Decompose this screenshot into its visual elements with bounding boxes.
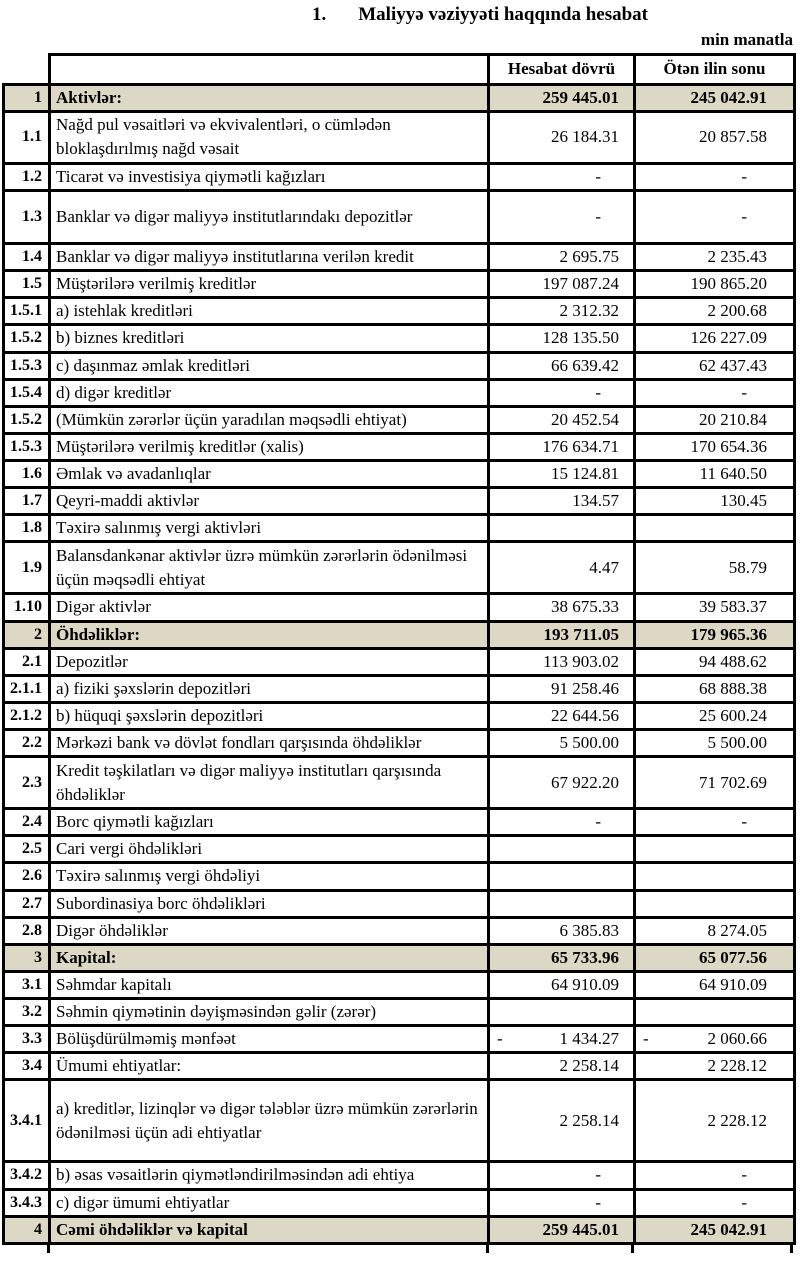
- table-row: [4, 809, 795, 836]
- row-number: 2.1.1: [4, 675, 50, 702]
- value-previous: 64 910.09: [635, 971, 795, 998]
- row-label: Müştərilərə verilmiş kreditlər (xalis): [50, 433, 489, 460]
- table-row: [4, 163, 795, 190]
- table-row: [4, 890, 795, 917]
- value-previous: 20 210.84: [635, 406, 795, 433]
- value-current: 64 910.09: [489, 971, 635, 998]
- row-number: 3.3: [4, 1026, 50, 1053]
- table-row: [4, 730, 795, 757]
- value-current: 193 711.05: [489, 621, 635, 648]
- value-current: -: [489, 191, 635, 244]
- row-number: 1.5.4: [4, 379, 50, 406]
- row-label: Mərkəzi bank və dövlət fondları qarşısında öhdəliklər: [50, 730, 489, 757]
- value-previous: 245 042.91: [635, 1216, 795, 1243]
- financial-position-table: [2, 53, 796, 1245]
- value-current: 197 087.24: [489, 271, 635, 298]
- value-previous: 65 077.56: [635, 944, 795, 971]
- value-current: [489, 1026, 635, 1053]
- value-current: 20 452.54: [489, 406, 635, 433]
- scan-border-stubs: [2, 1245, 800, 1254]
- row-label: Banklar və digər maliyyə institutlarındakı depozitlər: [50, 191, 489, 244]
- value-previous: -: [635, 379, 795, 406]
- value-previous: 8 274.05: [635, 917, 795, 944]
- page-title: [312, 4, 648, 27]
- row-label: Qeyri-maddi aktivlər: [50, 488, 489, 515]
- value-current: 128 135.50: [489, 325, 635, 352]
- value-current: 259 445.01: [489, 84, 635, 111]
- value-current: 176 634.71: [489, 433, 635, 460]
- row-number: 1.3: [4, 191, 50, 244]
- table-row: [4, 999, 795, 1026]
- value-current: -: [489, 379, 635, 406]
- value-current: -: [489, 809, 635, 836]
- value-current: 38 675.33: [489, 594, 635, 621]
- value-previous: 126 227.09: [635, 325, 795, 352]
- value-previous: -: [635, 1189, 795, 1216]
- table-row-section: [4, 1216, 795, 1243]
- value-current: [489, 836, 635, 863]
- row-label: Cəmi öhdəliklər və kapital: [50, 1216, 489, 1243]
- row-number: 2.2: [4, 730, 50, 757]
- value-previous: [635, 515, 795, 542]
- value-previous: 62 437.43: [635, 352, 795, 379]
- value-previous: 190 865.20: [635, 271, 795, 298]
- table-row: [4, 1053, 795, 1080]
- value-previous: -: [635, 191, 795, 244]
- row-label: Cari vergi öhdəlikləri: [50, 836, 489, 863]
- row-label: Müştərilərə verilmiş kreditlər: [50, 271, 489, 298]
- row-number: 3.4: [4, 1053, 50, 1080]
- table-row-section: [4, 944, 795, 971]
- value-current: -: [489, 163, 635, 190]
- row-number: 2: [4, 621, 50, 648]
- value-current: [489, 515, 635, 542]
- value-previous: 25 600.24: [635, 702, 795, 729]
- value-current: 66 639.42: [489, 352, 635, 379]
- value-previous: [635, 1026, 795, 1053]
- row-label: Ümumi ehtiyatlar:: [50, 1053, 489, 1080]
- table-row: [4, 542, 795, 594]
- row-label: (Mümkün zərərlər üçün yaradılan məqsədli ehtiyat): [50, 406, 489, 433]
- table-row: [4, 433, 795, 460]
- value-current: [489, 890, 635, 917]
- table-row: [4, 244, 795, 271]
- value-previous: 130.45: [635, 488, 795, 515]
- row-number: 2.1: [4, 648, 50, 675]
- border-stub: [790, 1245, 793, 1253]
- row-label: Kredit təşkilatları və digər maliyyə institutları qarşısında öhdəliklər: [50, 757, 489, 809]
- table-row: [4, 917, 795, 944]
- border-stub: [631, 1245, 634, 1253]
- table-row: [4, 325, 795, 352]
- table-row: [4, 488, 795, 515]
- value-previous: 2 235.43: [635, 244, 795, 271]
- header-row: [4, 54, 795, 84]
- minus-sign: -: [643, 1029, 649, 1049]
- unit-note: min manatla: [700, 29, 793, 49]
- value-current: 22 644.56: [489, 702, 635, 729]
- value-previous: 170 654.36: [635, 433, 795, 460]
- value-current: 15 124.81: [489, 461, 635, 488]
- row-number: 2.7: [4, 890, 50, 917]
- table-row: [4, 675, 795, 702]
- table-row: [4, 702, 795, 729]
- row-label: a) fiziki şəxslərin depozitləri: [50, 675, 489, 702]
- row-number: 3.4.3: [4, 1189, 50, 1216]
- value-previous: 2 200.68: [635, 298, 795, 325]
- table-row: [4, 757, 795, 809]
- value-current: 6 385.83: [489, 917, 635, 944]
- row-number: 1.8: [4, 515, 50, 542]
- value-current: 5 500.00: [489, 730, 635, 757]
- value-previous: 68 888.38: [635, 675, 795, 702]
- title-text: Maliyyə vəziyyəti haqqında hesabat: [358, 4, 648, 25]
- row-label: Təxirə salınmış vergi öhdəliyi: [50, 863, 489, 890]
- table-row: [4, 594, 795, 621]
- row-number: 4: [4, 1216, 50, 1243]
- table-row: [4, 1026, 795, 1053]
- value-current: 65 733.96: [489, 944, 635, 971]
- row-number: 3.2: [4, 999, 50, 1026]
- row-label: Digər öhdəliklər: [50, 917, 489, 944]
- negative-amount: 1 434.27: [559, 1029, 619, 1049]
- row-label: Aktivlər:: [50, 84, 489, 111]
- value-previous: 2 228.12: [635, 1053, 795, 1080]
- value-current: 2 258.14: [489, 1053, 635, 1080]
- row-number: 1.4: [4, 244, 50, 271]
- value-previous: [635, 890, 795, 917]
- row-label: Banklar və digər maliyyə institutlarına verilən kredit: [50, 244, 489, 271]
- value-current: 67 922.20: [489, 757, 635, 809]
- row-label: Təxirə salınmış vergi aktivləri: [50, 515, 489, 542]
- table-row: [4, 648, 795, 675]
- table-row: [4, 1162, 795, 1189]
- value-previous: [635, 863, 795, 890]
- row-number: 1.5.2: [4, 406, 50, 433]
- row-label: Digər aktivlər: [50, 594, 489, 621]
- table-row: [4, 836, 795, 863]
- value-previous: 5 500.00: [635, 730, 795, 757]
- table-row: [4, 461, 795, 488]
- column-header-period: Hesabat dövrü: [489, 54, 635, 84]
- row-number: 1.5.2: [4, 325, 50, 352]
- description-header-cell: [50, 54, 489, 84]
- row-number: 1.5.1: [4, 298, 50, 325]
- table-row: [4, 1189, 795, 1216]
- value-previous: 58.79: [635, 542, 795, 594]
- row-number: 2.8: [4, 917, 50, 944]
- value-previous: 11 640.50: [635, 461, 795, 488]
- row-number: 1.7: [4, 488, 50, 515]
- border-stub: [486, 1245, 489, 1253]
- title-number: 1.: [311, 4, 327, 25]
- row-label: a) istehlak kreditləri: [50, 298, 489, 325]
- row-number: 2.1.2: [4, 702, 50, 729]
- row-number: 1.6: [4, 461, 50, 488]
- value-previous: 71 702.69: [635, 757, 795, 809]
- row-number: 1.2: [4, 163, 50, 190]
- negative-amount: 2 060.66: [707, 1029, 767, 1049]
- row-label: Bölüşdürülməmiş mənfəət: [50, 1026, 489, 1053]
- value-previous: 20 857.58: [635, 111, 795, 163]
- row-label: Əmlak və avadanlıqlar: [50, 461, 489, 488]
- row-label: Borc qiymətli kağızları: [50, 809, 489, 836]
- row-number: 1.9: [4, 542, 50, 594]
- table-row: [4, 406, 795, 433]
- table-row: [4, 515, 795, 542]
- value-current: [489, 999, 635, 1026]
- row-label: d) digər kreditlər: [50, 379, 489, 406]
- row-number: 1.5.3: [4, 352, 50, 379]
- row-label: Öhdəliklər:: [50, 621, 489, 648]
- row-number: 3: [4, 944, 50, 971]
- value-previous: 245 042.91: [635, 84, 795, 111]
- corner-cell: [4, 54, 50, 84]
- value-current: -: [489, 1189, 635, 1216]
- row-label: Kapital:: [50, 944, 489, 971]
- table-row: [4, 863, 795, 890]
- value-current: 4.47: [489, 542, 635, 594]
- value-current: 2 695.75: [489, 244, 635, 271]
- value-current: 259 445.01: [489, 1216, 635, 1243]
- table-row: [4, 298, 795, 325]
- table-row: [4, 191, 795, 244]
- value-previous: -: [635, 1162, 795, 1189]
- value-previous: -: [635, 809, 795, 836]
- table-row-section: [4, 84, 795, 111]
- row-number: 1.10: [4, 594, 50, 621]
- value-previous: 94 488.62: [635, 648, 795, 675]
- row-label: a) kreditlər, lizinqlər və digər tələblər üzrə mümkün zərərlərin ödənilməsi üçün adi ehtiyatlar: [50, 1080, 489, 1162]
- row-label: c) daşınmaz əmlak kreditləri: [50, 352, 489, 379]
- table-row: [4, 352, 795, 379]
- row-number: 1: [4, 84, 50, 111]
- row-number: 1.5: [4, 271, 50, 298]
- table-row: [4, 379, 795, 406]
- row-number: 2.4: [4, 809, 50, 836]
- row-number: 2.3: [4, 757, 50, 809]
- value-current: 134.57: [489, 488, 635, 515]
- table-row: [4, 1080, 795, 1162]
- table-row: [4, 111, 795, 163]
- row-label: Depozitlər: [50, 648, 489, 675]
- value-current: 113 903.02: [489, 648, 635, 675]
- row-number: 3.4.2: [4, 1162, 50, 1189]
- row-label: b) əsas vəsaitlərin qiymətləndirilməsindən adi ehtiya: [50, 1162, 489, 1189]
- row-label: Balansdankənar aktivlər üzrə mümkün zərərlərin ödənilməsi üçün məqsədli ehtiyat: [50, 542, 489, 594]
- row-label: Nağd pul vəsaitləri və ekvivalentləri, o cümlədən bloklaşdırılmış nağd vəsait: [50, 111, 489, 163]
- row-label: Səhmdar kapitalı: [50, 971, 489, 998]
- value-current: 2 312.32: [489, 298, 635, 325]
- value-previous: [635, 836, 795, 863]
- row-label: Subordinasiya borc öhdəlikləri: [50, 890, 489, 917]
- value-previous: [635, 999, 795, 1026]
- value-current: -: [489, 1162, 635, 1189]
- row-number: 2.5: [4, 836, 50, 863]
- value-current: [489, 863, 635, 890]
- minus-sign: -: [497, 1029, 503, 1049]
- table-row: [4, 271, 795, 298]
- row-number: 1.5.3: [4, 433, 50, 460]
- value-current: 91 258.46: [489, 675, 635, 702]
- column-header-previous: Ötən ilin sonu: [635, 54, 795, 84]
- table-row-section: [4, 621, 795, 648]
- row-number: 3.1: [4, 971, 50, 998]
- row-label: Ticarət və investisiya qiymətli kağızları: [50, 163, 489, 190]
- value-previous: 179 965.36: [635, 621, 795, 648]
- value-previous: -: [635, 163, 795, 190]
- row-number: 1.1: [4, 111, 50, 163]
- value-current: 2 258.14: [489, 1080, 635, 1162]
- row-label: c) digər ümumi ehtiyatlar: [50, 1189, 489, 1216]
- row-number: 3.4.1: [4, 1080, 50, 1162]
- table-row: [4, 971, 795, 998]
- row-label: b) hüquqi şəxslərin depozitləri: [50, 702, 489, 729]
- row-label: b) biznes kreditləri: [50, 325, 489, 352]
- value-previous: 39 583.37: [635, 594, 795, 621]
- row-label: Səhmin qiymətinin dəyişməsindən gəlir (zərər): [50, 999, 489, 1026]
- value-current: 26 184.31: [489, 111, 635, 163]
- row-number: 2.6: [4, 863, 50, 890]
- border-stub: [47, 1245, 50, 1253]
- value-previous: 2 228.12: [635, 1080, 795, 1162]
